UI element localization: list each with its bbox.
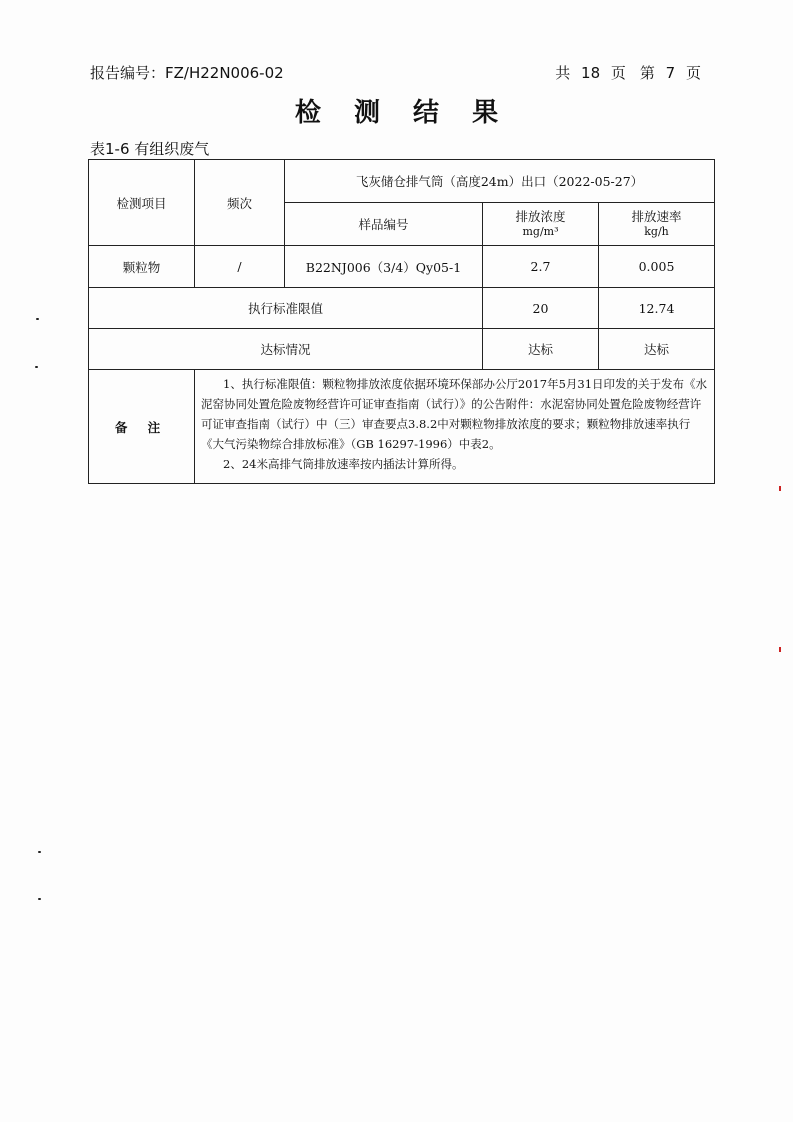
limit-row <box>89 288 715 329</box>
total-pages: 共 18 页 <box>555 64 626 82</box>
results-table <box>88 159 715 484</box>
notes-text <box>195 370 715 484</box>
limit-label: 执行标准限值 <box>89 288 483 329</box>
notes-row <box>89 370 715 484</box>
page-title: 检 测 结 果 <box>294 98 511 128</box>
header-rate <box>599 203 715 246</box>
notes-label: 备 注 <box>89 370 195 484</box>
table-row <box>89 246 715 288</box>
note-1: 1、执行标准限值：颗粒物排放浓度依据环境环保部办公厅2017年5月31日印发的关于发布《水泥窑协同处置危险废物经营许可证审查指南（试行）》的公告附件：水泥窑协同处置危险废物经营许可证审查指南（试行）中（三）审查要点3.8.2中对颗粒物排放浓度的要求；颗粒物排放速率执行《大气污染物综合排放标准》（GB 16297-1996）中表2。 <box>201 377 708 451</box>
note-2: 2、24米高排气筒排放速率按内插法计算所得。 <box>223 457 464 471</box>
header-rate-unit: kg/h <box>644 225 669 238</box>
report-number: 报告编号：FZ/H22N006-02 <box>90 64 284 82</box>
header-rate-label: 排放速率 <box>631 209 682 224</box>
header-sample-id: 样品编号 <box>285 203 483 246</box>
cell-concentration: 2.7 <box>483 246 599 288</box>
header-concentration-label: 排放浓度 <box>515 209 566 224</box>
header-source: 飞灰储仓排气筒（高度24m）出口（2022-05-27） <box>285 160 715 203</box>
cell-rate: 0.005 <box>599 246 715 288</box>
header-frequency: 频次 <box>195 160 285 246</box>
scan-speck <box>38 851 41 853</box>
page-indicator <box>555 62 701 83</box>
scan-mark <box>779 486 781 491</box>
status-label: 达标情况 <box>89 329 483 370</box>
scan-speck <box>36 318 39 320</box>
header-concentration-unit: mg/m³ <box>522 225 559 238</box>
limit-concentration: 20 <box>483 288 599 329</box>
cell-sample-id: B22NJ006（3/4）Qy05-1 <box>285 246 483 288</box>
current-page: 第 7 页 <box>639 64 701 82</box>
status-row <box>89 329 715 370</box>
scan-mark <box>779 647 781 652</box>
cell-frequency: / <box>195 246 285 288</box>
cell-item: 颗粒物 <box>89 246 195 288</box>
limit-rate: 12.74 <box>599 288 715 329</box>
scan-speck <box>35 366 38 368</box>
status-concentration: 达标 <box>483 329 599 370</box>
status-rate: 达标 <box>599 329 715 370</box>
header-item: 检测项目 <box>89 160 195 246</box>
scan-speck <box>38 898 41 900</box>
header-concentration <box>483 203 599 246</box>
table-caption: 表1-6 有组织废气 <box>90 140 210 158</box>
